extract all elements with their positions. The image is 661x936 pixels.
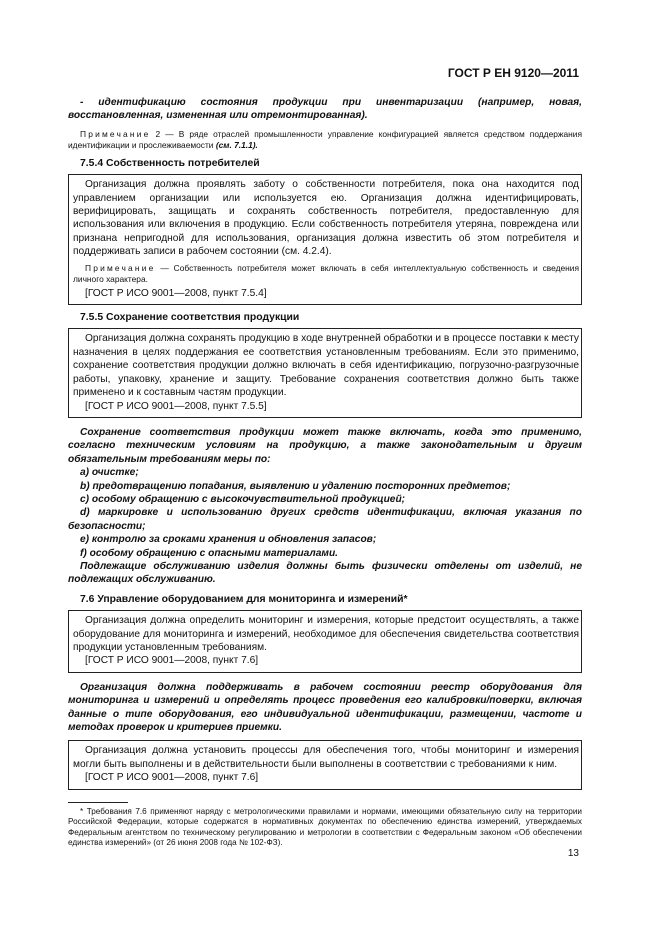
section-755-end: Подлежащие обслуживанию изделия должны быть физически отделены от изделий, не подлежащих обслуживанию. [68, 560, 582, 586]
section-755-body: Организация должна сохранять продукцию в ходе внутренней обработки и в процессе поставки к месту назначения в целях поддержания ее соответствия установленным требованиям. Если это применимо, сохранение соответствия продукции должно включать в себя идентификацию, погрузочно-разгрузочные работы, упаковку, хранение и защиту. Требование сохранения соответствия должно быть также применено и к составным частям продукции. [73, 333, 579, 399]
list-item-f: f) особому обращению с опасными материалами. [80, 547, 339, 559]
quote-box-755 [68, 328, 582, 417]
page-number: 13 [567, 848, 579, 859]
note-label: Примечание [80, 128, 151, 139]
quote-box-76-b [68, 740, 582, 789]
section-76-box2: Организация должна установить процессы для обеспечения того, чтобы мониторинг и измерения могли быть выполнены и в действительности были выполнены в соответствии с требованиями к ним. [73, 745, 579, 770]
section-754-note [73, 263, 579, 285]
note-text: 2 — В ряде отраслей промышленности управление конфигурацией является средством поддержания идентификации и прослеживаемости [68, 128, 582, 150]
section-754-ref: [ГОСТ Р ИСО 9001—2008, пункт 7.5.4] [85, 287, 267, 299]
section-754-body: Организация должна проявлять заботу о собственности потребителя, пока она находится под управлением организации или используется ею. Организация должна идентифицировать, верифицировать, защищать и сохранять собственность потребителя, предоставленную для использования или включения в продукцию. Если собственность потребителя утеряна, повреждена или признана непригодной для использования, организация должна известить об этом потребителя и поддерживать записи в рабочем состоянии (см. 4.2.4). [73, 179, 579, 258]
note-label: Примечание [85, 262, 156, 273]
document-header: ГОСТ Р ЕН 9120—2011 [447, 66, 579, 80]
intro-paragraph: - идентификацию состояния продукции при инвентаризации (например, новая, восстановленная, измененная или отремонтированная). [68, 97, 582, 122]
note-ref: (см. 7.1.1). [215, 139, 258, 150]
footnote-divider [68, 802, 128, 803]
list-item-e: e) контролю за сроками хранения и обновления запасов; [80, 534, 377, 546]
list-item-b: b) предотвращению попадания, выявлению и удалению посторонних предметов; [80, 480, 511, 492]
document-body [68, 96, 582, 849]
section-755-ref: [ГОСТ Р ИСО 9001—2008, пункт 7.5.5] [85, 400, 267, 412]
footnote: * Требования 7.6 применяют наряду с метрологическими правилами и нормами, имеющими обязательную силу на территории Российской Федерации, которые содержатся в нормативных документах по обеспечению единства измерений, утверждаемых Федеральным агентством по техническому регулированию и метрологии в соответствии с Федеральным законом «Об обеспечении единства измерений» (от 26 июня 2008 года № 102-ФЗ). [68, 806, 582, 848]
section-76-ref2: [ГОСТ Р ИСО 9001—2008, пункт 7.6] [85, 772, 259, 784]
quote-box-754 [68, 174, 582, 305]
section-755-extra: Сохранение соответствия продукции может также включать, когда это применимо, согласно техническим условиям на продукцию, а также законодательным и другим обязательным требованиям меры по: [68, 426, 582, 465]
list-item-c: c) особому обращению с высокочувствительной продукцией; [80, 493, 406, 505]
section-76-ref1: [ГОСТ Р ИСО 9001—2008, пункт 7.6] [85, 655, 259, 667]
list-item-d: d) маркировке и использованию других средств идентификации, включая указания по безопасности; [68, 507, 582, 532]
list-item-a: а) очистке; [80, 467, 139, 479]
section-76-title: 7.6 Управление оборудованием для мониторинга и измерений* [80, 593, 408, 605]
note-text: — Собственность потребителя может включать в себя интеллектуальную собственность и сведения личного характера. [73, 262, 579, 284]
quote-box-76-a [68, 610, 582, 673]
note-2 [68, 129, 582, 151]
section-755-title: 7.5.5 Сохранение соответствия продукции [80, 312, 300, 324]
section-754-title: 7.5.4 Собственность потребителей [80, 157, 260, 169]
section-76-extra: Организация должна поддерживать в рабочем состоянии реестр оборудования для мониторинга и измерений и определять процесс проведения его калибровки/поверки, включая данные о типе оборудования, его индивидуальной идентификации, размещении, частоте и методах проверок и критериев приемки. [68, 681, 582, 734]
section-76-box1: Организация должна определить мониторинг и измерения, которые предстоит осуществлять, а также оборудование для мониторинга и измерений, необходимое для обеспечения свидетельства соответствия продукции установленным требованиям. [73, 615, 579, 653]
